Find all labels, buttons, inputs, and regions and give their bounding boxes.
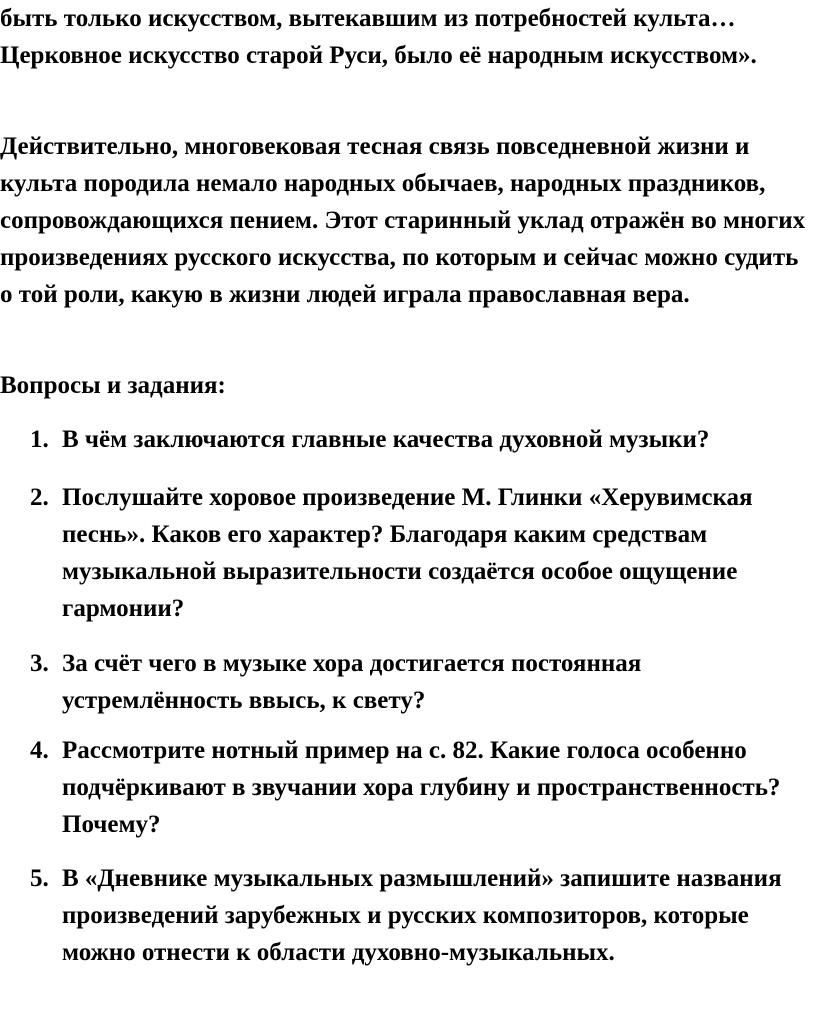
question-text: В «Дневнике музыкальных размышлений» запишите названия произведений зарубежных и русских композиторов, которые можно отнести к области духовно-музыкальных.: [62, 865, 782, 966]
question-text: В чём заключаются главные качества духовной музыки?: [62, 426, 710, 453]
question-text: Рассмотрите нотный пример на с. 82. Какие голоса особенно подчёркивают в звучании хора глубину и пространственность? Почему?: [62, 737, 781, 838]
paragraph-intro-quote: быть только искусством, вытекавшим из потребностей культа… Церковное искусство старой Руси, было её народным искусством».: [0, 5, 757, 69]
question-number: 3.: [30, 650, 49, 677]
question-number: 5.: [30, 865, 49, 892]
questions-heading: Вопросы и задания:: [0, 372, 226, 399]
question-text: За счёт чего в музыке хора достигается постоянная устремлённость ввысь, к свету?: [62, 650, 642, 714]
paragraph-main: Действительно, многовековая тесная связь повседневной жизни и культа породила немало народных обычаев, народных праздников, сопровождающихся пением. Этот старинный уклад отражён во многих произведениях русского искусства, по которым и сейчас можно судить о той роли, какую в жизни людей играла православная вера.: [0, 133, 806, 308]
question-number: 2.: [30, 484, 49, 511]
question-number: 1.: [30, 426, 49, 453]
question-number: 4.: [30, 737, 49, 764]
question-text: Послушайте хоровое произведение М. Глинки «Херувимская песнь». Каков его характер? Благодаря каким средствам музыкальной выразительности создаётся особое ощущение гармонии?: [62, 484, 753, 622]
